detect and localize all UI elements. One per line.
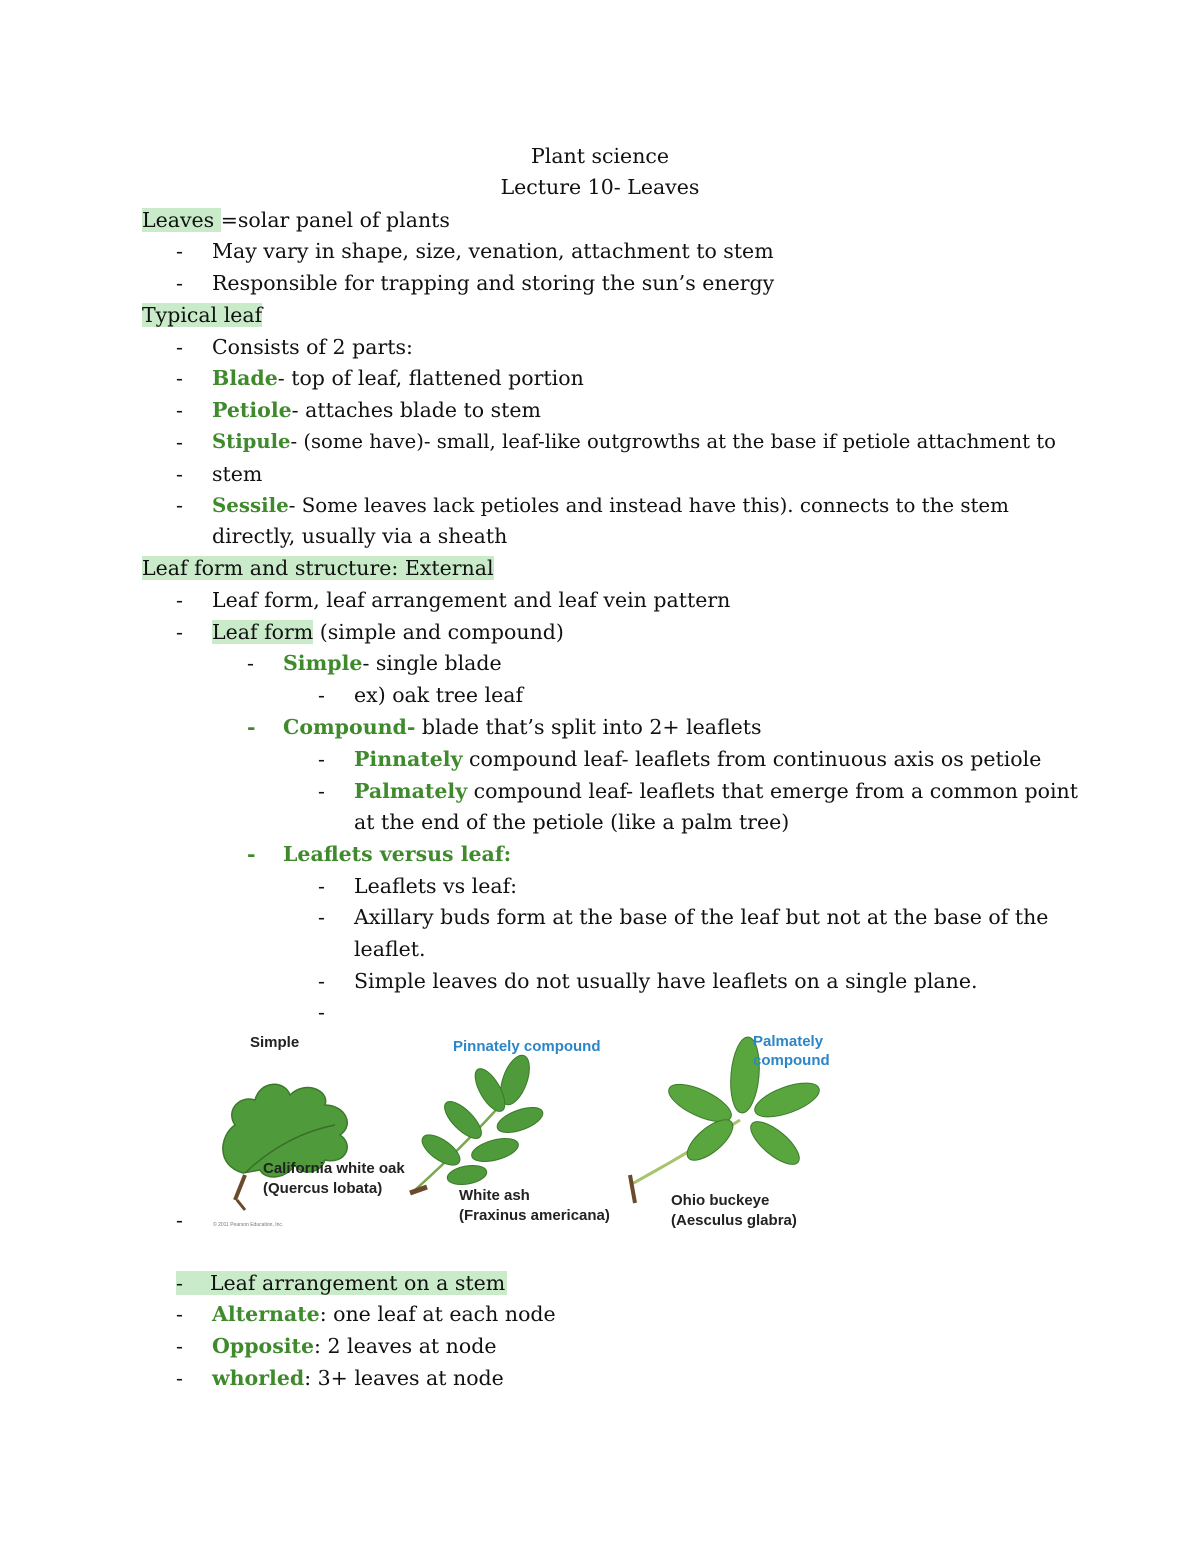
list-item-palmately (354, 778, 1078, 804)
def-sessile: - Some leaves lack petioles and instead have this). connects to the stem (288, 494, 1009, 517)
list-item-continuation: directly, usually via a sheath (212, 524, 508, 548)
leaf-types-figure (205, 1025, 855, 1235)
label-buckeye-scientific: (Aesculus glabra) (671, 1212, 797, 1229)
term-pinnately: Pinnately (354, 747, 463, 771)
bullet-dash: - (176, 620, 183, 644)
section-leaf-arrangement-heading (176, 1270, 507, 1296)
def-simple: - single blade (362, 651, 502, 675)
bullet-dash: - (318, 779, 325, 803)
bullet-dash: - (318, 747, 325, 771)
label-compound: compound (753, 1052, 830, 1069)
label-oak-name: California white oak (263, 1160, 405, 1177)
bullet-dash: - (176, 1334, 183, 1358)
heading-rest: =solar panel of plants (220, 208, 450, 232)
term-simple: Simple (283, 651, 363, 675)
term-leaflets-vs-leaf: Leaflets versus leaf: (283, 842, 512, 866)
bullet-dash: - (176, 1208, 183, 1232)
term-opposite: Opposite (212, 1334, 315, 1358)
term-compound: Compound- (283, 715, 416, 739)
list-item: ex) oak tree leaf (354, 683, 524, 707)
highlight-leaf-form-term: Leaf form (212, 620, 314, 644)
ash-leaf-icon (410, 1051, 546, 1193)
term-whorled: whorled (212, 1366, 305, 1390)
bullet-dash: - (176, 1302, 183, 1326)
list-item-continuation: leaflet. (354, 937, 426, 961)
term-petiole: Petiole (212, 398, 292, 422)
highlight-leaf-arrangement (176, 1271, 507, 1295)
list-item: Leaf form, leaf arrangement and leaf vein pattern (212, 588, 731, 612)
list-item-whorled (212, 1365, 504, 1391)
bullet-dash: - (318, 969, 325, 993)
term-stipule: Stipule (212, 430, 291, 453)
bullet-dash: - (176, 239, 183, 263)
bullet-dash: - (318, 1000, 325, 1024)
bullet-dash: - (176, 398, 183, 422)
bullet-dash: - (318, 683, 325, 707)
list-item-compound (283, 714, 762, 740)
list-item-sessile (212, 492, 1009, 519)
bullet-dash: - (247, 715, 256, 739)
def-whorled: : 3+ leaves at node (304, 1366, 504, 1390)
list-item: Simple leaves do not usually have leaflets on a single plane. (354, 969, 978, 993)
list-item-leaf-form (212, 619, 564, 645)
bullet-dash: - (176, 1366, 183, 1390)
section-leaves-heading (142, 207, 450, 233)
highlight-typical-leaf: Typical leaf (142, 303, 263, 327)
list-item: Consists of 2 parts: (212, 335, 413, 359)
bullet-dash: - (176, 1271, 183, 1295)
def-blade: - top of leaf, flattened portion (277, 366, 584, 390)
list-item-stipule (212, 429, 1056, 455)
figure-credit: © 2011 Pearson Education, Inc. (213, 1222, 284, 1228)
term-blade: Blade (212, 366, 278, 390)
label-pinnately-compound: Pinnately compound (453, 1038, 601, 1055)
list-item-continuation: at the end of the petiole (like a palm tree) (354, 810, 790, 834)
leaf-form-rest: (simple and compound) (313, 620, 564, 644)
document-subtitle: Lecture 10- Leaves (500, 175, 700, 199)
bullet-dash: - (318, 905, 325, 929)
label-ash-scientific: (Fraxinus americana) (459, 1207, 610, 1224)
label-palmately: Palmately (753, 1033, 824, 1050)
bullet-dash: - (176, 430, 183, 454)
bullet-dash: - (176, 493, 183, 517)
def-palmately: compound leaf- leaflets that emerge from a common point (467, 779, 1078, 803)
def-opposite: : 2 leaves at node (314, 1334, 497, 1358)
list-item-pinnately (354, 746, 1041, 772)
list-item: Axillary buds form at the base of the leaf but not at the base of the (354, 905, 1049, 929)
term-sessile: Sessile (212, 493, 289, 517)
list-item-opposite (212, 1333, 496, 1359)
document-title: Plant science (530, 144, 670, 168)
section-leaf-form-heading (142, 555, 494, 581)
def-petiole: - attaches blade to stem (291, 398, 541, 422)
def-stipule: - (some have)- small, leaf-like outgrowths at the base if petiole attachment to (290, 430, 1056, 453)
bullet-dash: - (176, 335, 183, 359)
bullet-dash: - (176, 588, 183, 612)
section-typical-leaf-heading (142, 302, 262, 328)
heading-text: Leaf arrangement on a stem (209, 1271, 506, 1295)
def-compound: blade that’s split into 2+ leaflets (415, 715, 762, 739)
label-simple: Simple (250, 1034, 300, 1051)
term-palmately: Palmately (354, 779, 468, 803)
list-item-petiole (212, 397, 541, 423)
list-item: Responsible for trapping and storing the sun’s energy (212, 271, 775, 295)
highlight-leaves: Leaves (142, 208, 221, 232)
def-alternate: : one leaf at each node (319, 1302, 556, 1326)
label-buckeye-name: Ohio buckeye (671, 1192, 770, 1209)
list-item-simple (283, 650, 502, 676)
list-item: stem (212, 462, 263, 486)
term-alternate: Alternate (212, 1302, 320, 1326)
bullet-dash: - (176, 462, 183, 486)
label-ash-name: White ash (459, 1187, 530, 1204)
list-item: Leaflets vs leaf: (354, 874, 518, 898)
def-pinnately: compound leaf- leaflets from continuous axis os petiole (462, 747, 1042, 771)
bullet-dash: - (176, 366, 183, 390)
bullet-dash: - (176, 271, 183, 295)
bullet-dash: - (318, 874, 325, 898)
label-oak-scientific: (Quercus lobata) (263, 1180, 383, 1197)
list-item-alternate (212, 1301, 556, 1327)
list-item-blade (212, 365, 584, 391)
highlight-leaf-form: Leaf form and structure: External (142, 556, 494, 580)
bullet-dash: - (247, 651, 254, 675)
list-item: May vary in shape, size, venation, attachment to stem (212, 239, 774, 263)
bullet-dash: - (247, 842, 256, 866)
